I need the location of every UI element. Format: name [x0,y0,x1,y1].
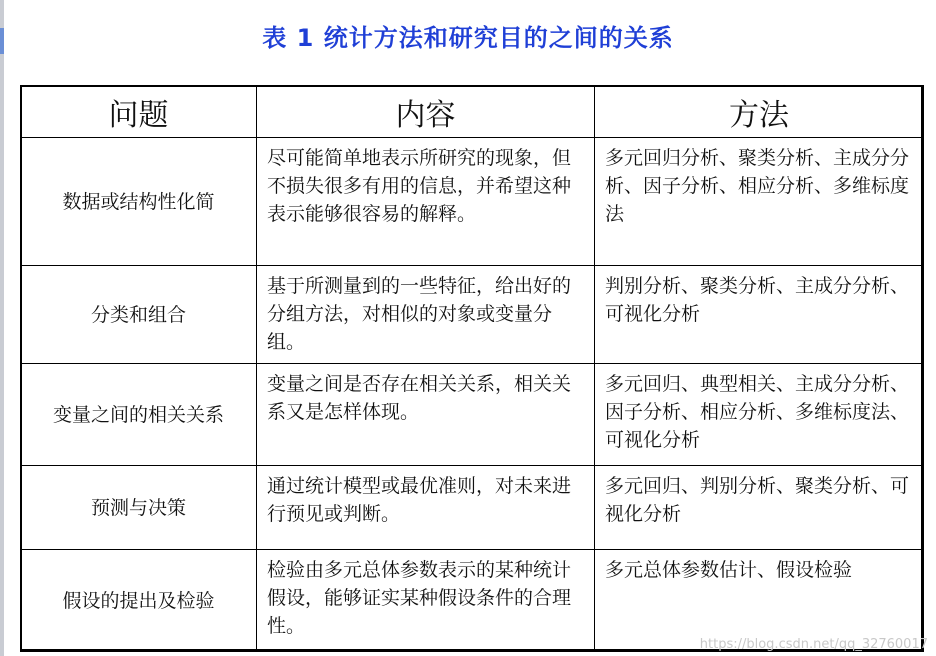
row-content: 变量之间是否存在相关关系，相关关系又是怎样体现。 [257,364,595,466]
watermark: https://blog.csdn.net/qq_32760017 [699,637,928,652]
header-method: 方法 [595,86,924,138]
row-content: 基于所测量到的一些特征，给出好的分组方法，对相似的对象或变量分组。 [257,266,595,364]
row-problem: 分类和组合 [21,266,257,364]
header-content: 内容 [257,86,595,138]
row-content: 检验由多元总体参数表示的某种统计假设，能够证实某种假设条件的合理性。 [257,550,595,652]
row-content: 尽可能简单地表示所研究的现象，但不损失很多有用的信息，并希望这种表示能够很容易的解释。 [257,138,595,266]
row-problem: 假设的提出及检验 [21,550,257,652]
row-method: 多元回归、典型相关、主成分分析、因子分析、相应分析、多维标度法、可视化分析 [595,364,924,466]
row-problem: 预测与决策 [21,466,257,550]
row-content: 通过统计模型或最优准则，对未来进行预见或判断。 [257,466,595,550]
table-outer-border [20,85,923,651]
left-edge-rule [0,0,4,656]
row-method: 多元回归、判别分析、聚类分析、可视化分析 [595,466,924,550]
row-method: 多元回归分析、聚类分析、主成分分析、因子分析、相应分析、多维标度法 [595,138,924,266]
row-problem: 数据或结构性化简 [21,138,257,266]
table-caption: 表 1 统计方法和研究目的之间的关系 [262,24,674,52]
row-method: 判别分析、聚类分析、主成分分析、可视化分析 [595,266,924,364]
header-problem: 问题 [21,86,257,138]
row-method: 多元总体参数估计、假设检验 [595,550,924,652]
row-problem: 变量之间的相关关系 [21,364,257,466]
